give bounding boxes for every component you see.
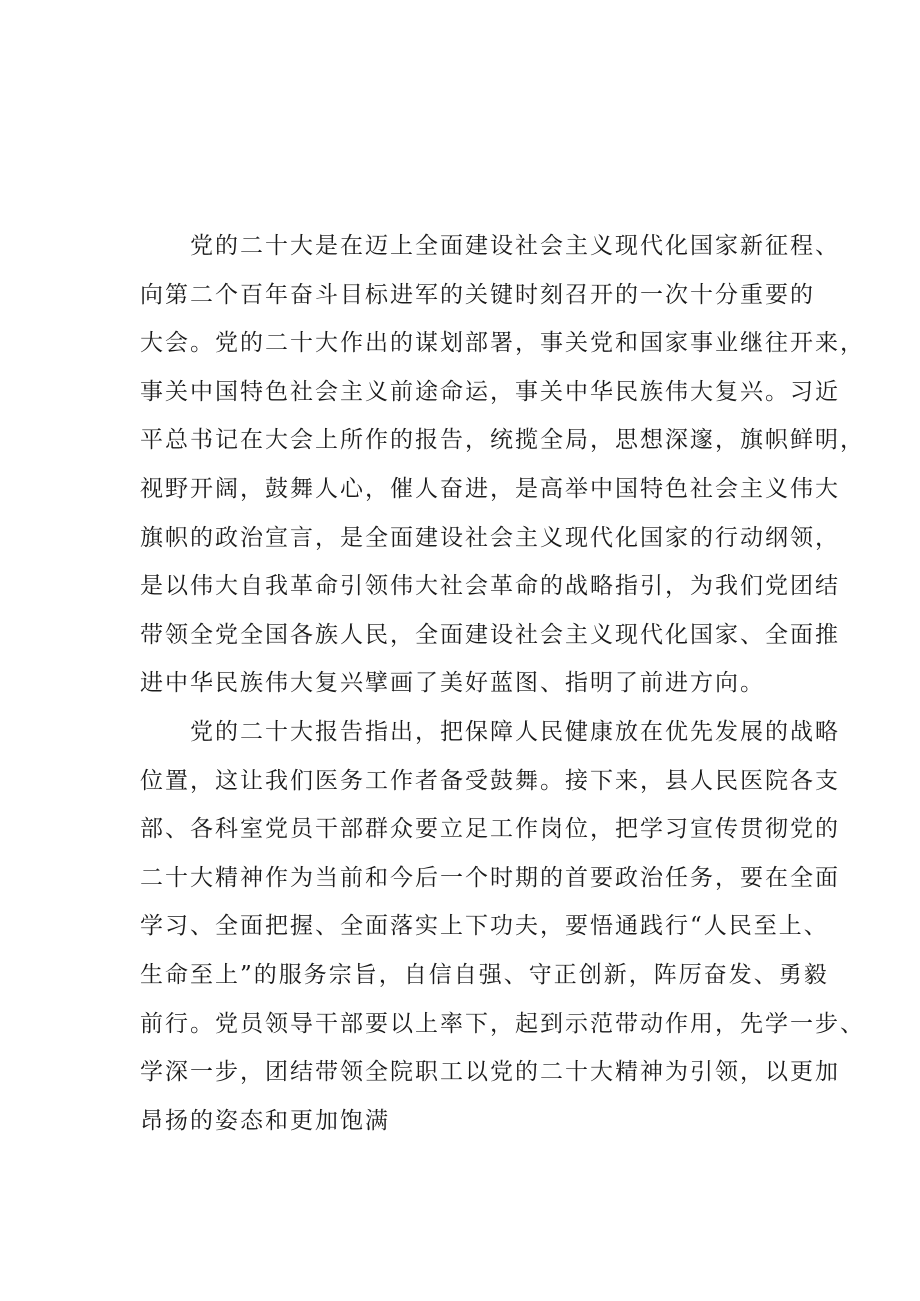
text-line: 生命至上”的服务宗旨，自信自强、守正创新，阵厉奋发、勇毅 bbox=[140, 961, 829, 988]
text-line: 向第二个百年奋斗目标进军的关键时刻召开的一次十分重要的 bbox=[140, 281, 815, 308]
text-line: 昂扬的姿态和更加饱满 bbox=[140, 1107, 390, 1134]
text-line: 平总书记在大会上所作的报告，统揽全局，思想深邃，旗帜鲜明， bbox=[140, 427, 865, 454]
text-line: 事关中国特色社会主义前途命运，事关中华民族伟大复兴。习近 bbox=[140, 378, 840, 405]
document-body bbox=[140, 222, 865, 1145]
text-line: 位置，这让我们医务工作者备受鼓舞。接下来，县人民医院各支 bbox=[140, 767, 840, 794]
text-line: 带领全党全国各族人民，全面建设社会主义现代化国家、全面推 bbox=[140, 621, 840, 648]
text-line: 前行。党员领导干部要以上率下，起到示范带动作用，先学一步、 bbox=[140, 1010, 865, 1037]
text-line: 进中华民族伟大复兴擘画了美好蓝图、指明了前进方向。 bbox=[140, 670, 765, 697]
text-line: 党的二十大报告指出，把保障人民健康放在优先发展的战略 bbox=[190, 718, 840, 745]
paragraph-2 bbox=[140, 708, 865, 1145]
text-line: 是以伟大自我革命引领伟大社会革命的战略指引，为我们党团结 bbox=[140, 573, 840, 600]
text-line: 旗帜的政治宣言，是全面建设社会主义现代化国家的行动纲领， bbox=[140, 524, 840, 551]
text-line: 大会。党的二十大作出的谋划部署，事关党和国家事业继往开来， bbox=[140, 330, 865, 357]
text-line: 学深一步，团结带领全院职工以党的二十大精神为引领，以更加 bbox=[140, 1059, 840, 1086]
paragraph-1 bbox=[140, 222, 865, 708]
text-line: 视野开阔，鼓舞人心，催人奋进，是高举中国特色社会主义伟大 bbox=[140, 475, 840, 502]
text-line: 党的二十大是在迈上全面建设社会主义现代化国家新征程、 bbox=[190, 233, 840, 259]
text-line: 部、各科室党员干部群众要立足工作岗位，把学习宣传贯彻党的 bbox=[140, 816, 840, 843]
text-line: 学习、全面把握、全面落实上下功夫，要悟通践行“人民至上、 bbox=[140, 913, 829, 940]
text-line: 二十大精神作为当前和今后一个时期的首要政治任务，要在全面 bbox=[140, 864, 840, 891]
